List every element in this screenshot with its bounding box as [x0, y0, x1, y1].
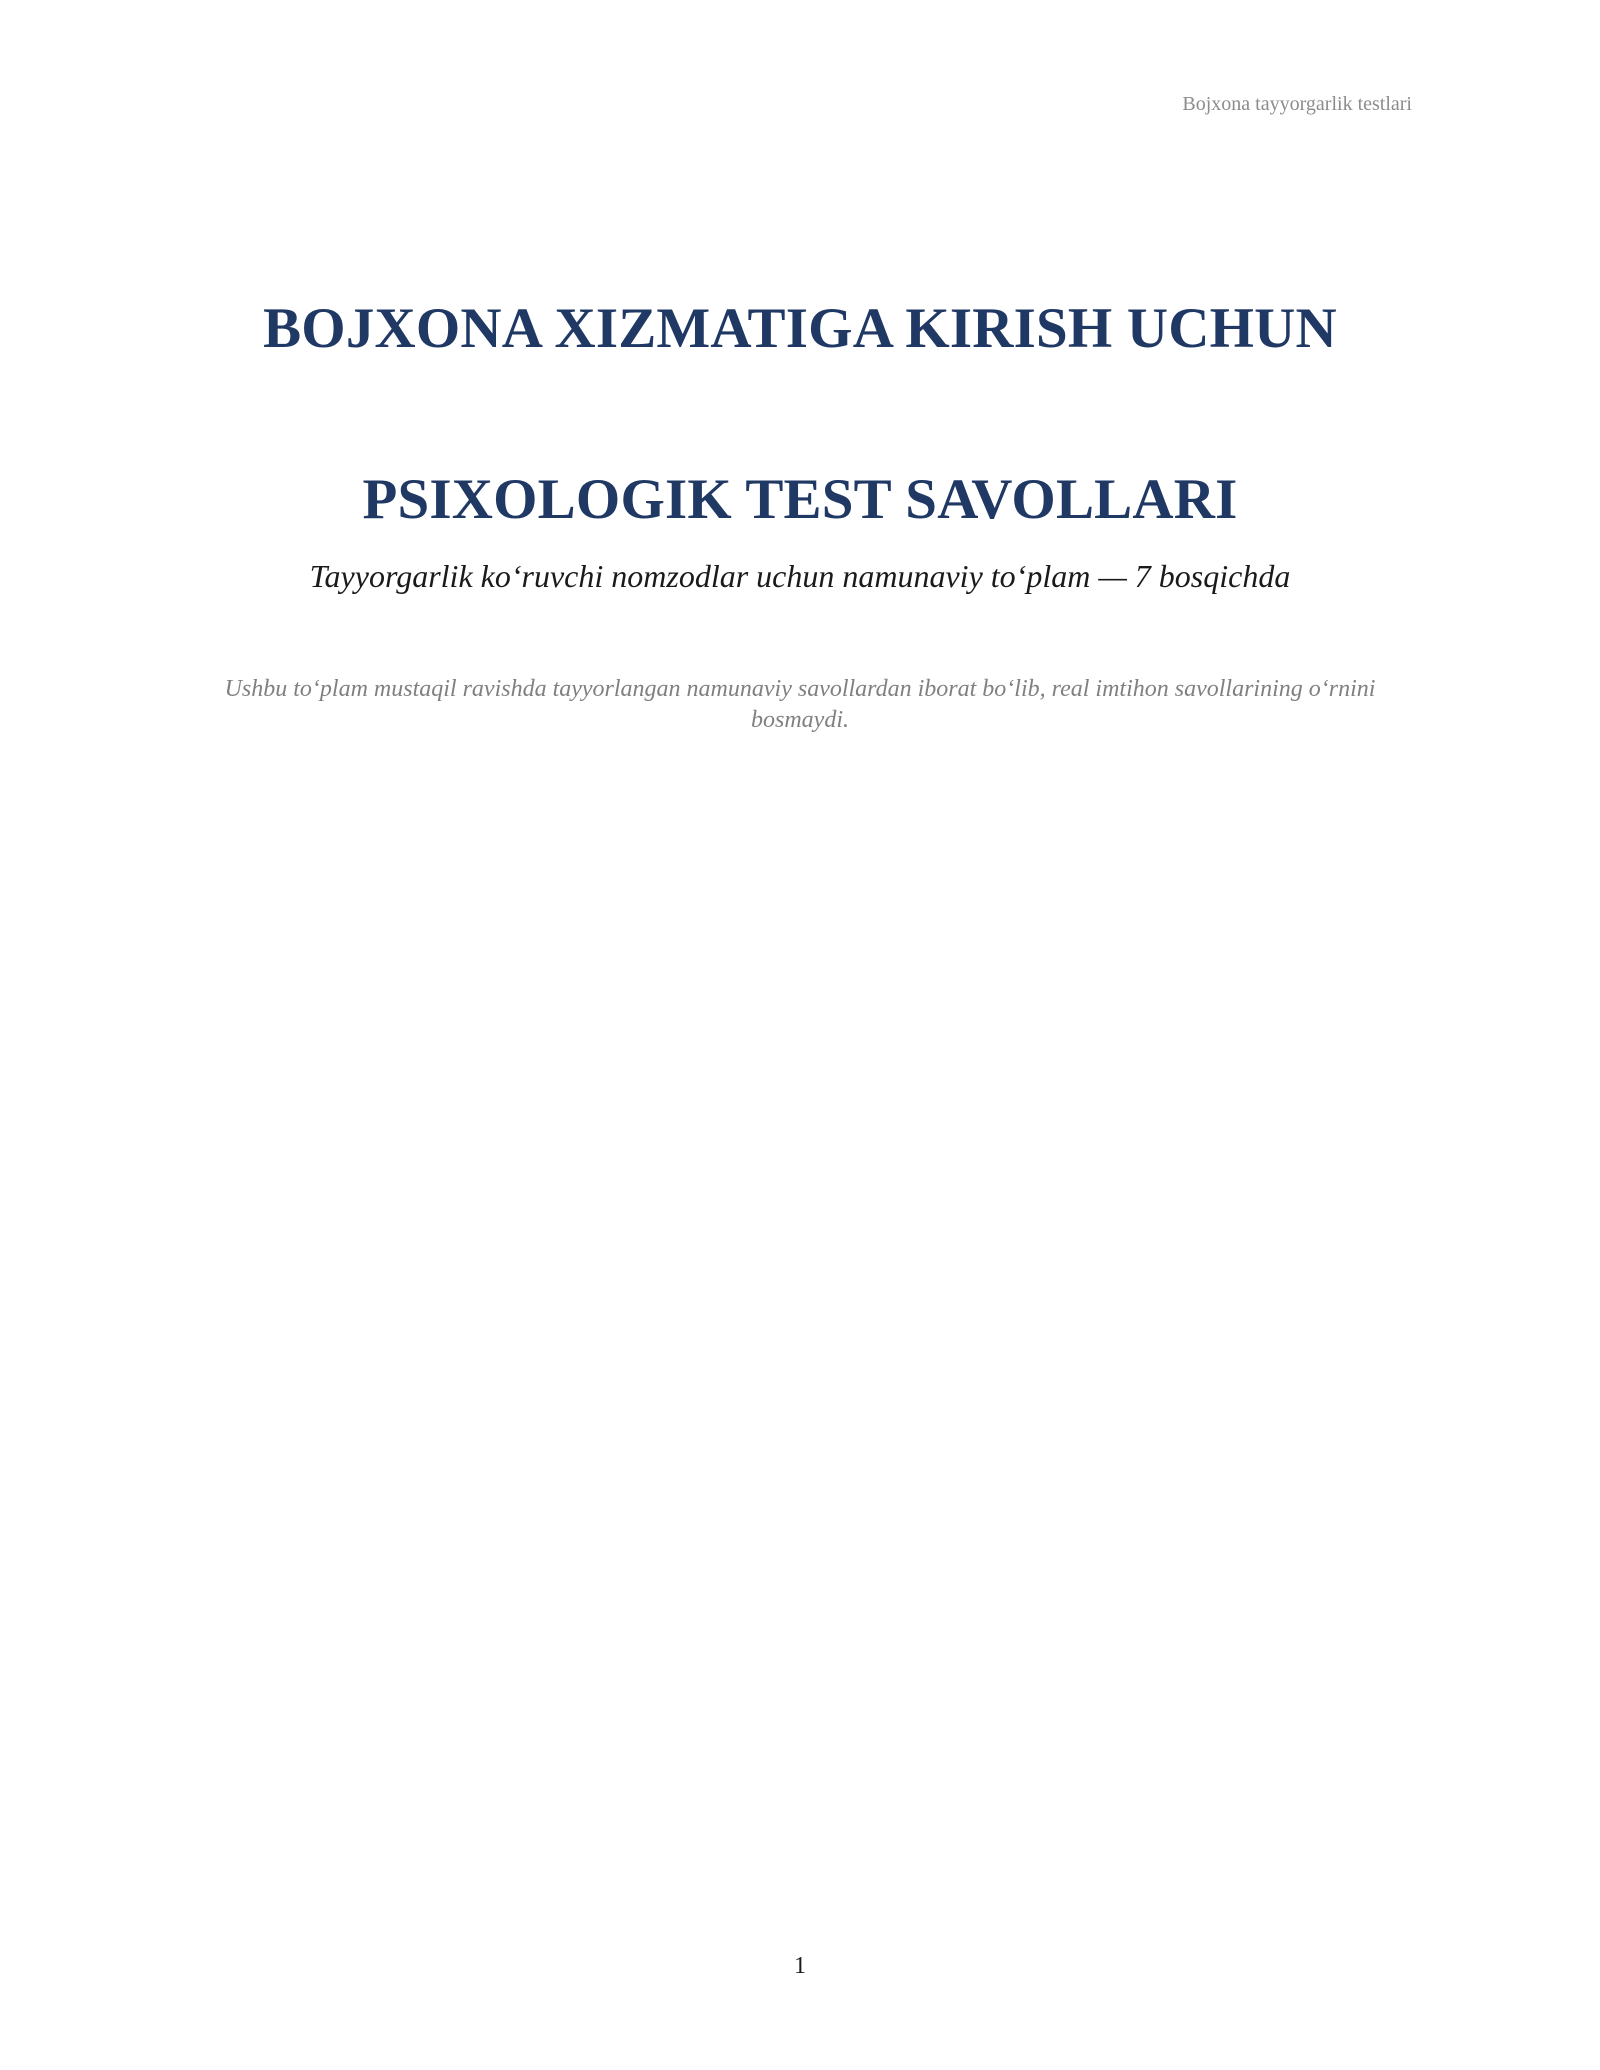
page-number: 1: [794, 1953, 806, 1979]
disclaimer-note: Ushbu to‘plam mustaqil ravishda tayyorlangan namunaviy savollardan iborat bo‘lib, real imtihon savollarining o‘rnini bosmaydi.: [224, 676, 1376, 733]
running-header: Bojxona tayyorgarlik testlari: [1182, 93, 1412, 115]
cover-title-line-1: BOJXONA XIZMATIGA KIRISH UCHUN: [263, 297, 1337, 360]
cover-subtitle: Tayyorgarlik ko‘ruvchi nomzodlar uchun namunaviy to‘plam — 7 bosqichda: [309, 558, 1291, 594]
cover-title-line-2: PSIXOLOGIK TEST SAVOLLARI: [362, 468, 1238, 531]
